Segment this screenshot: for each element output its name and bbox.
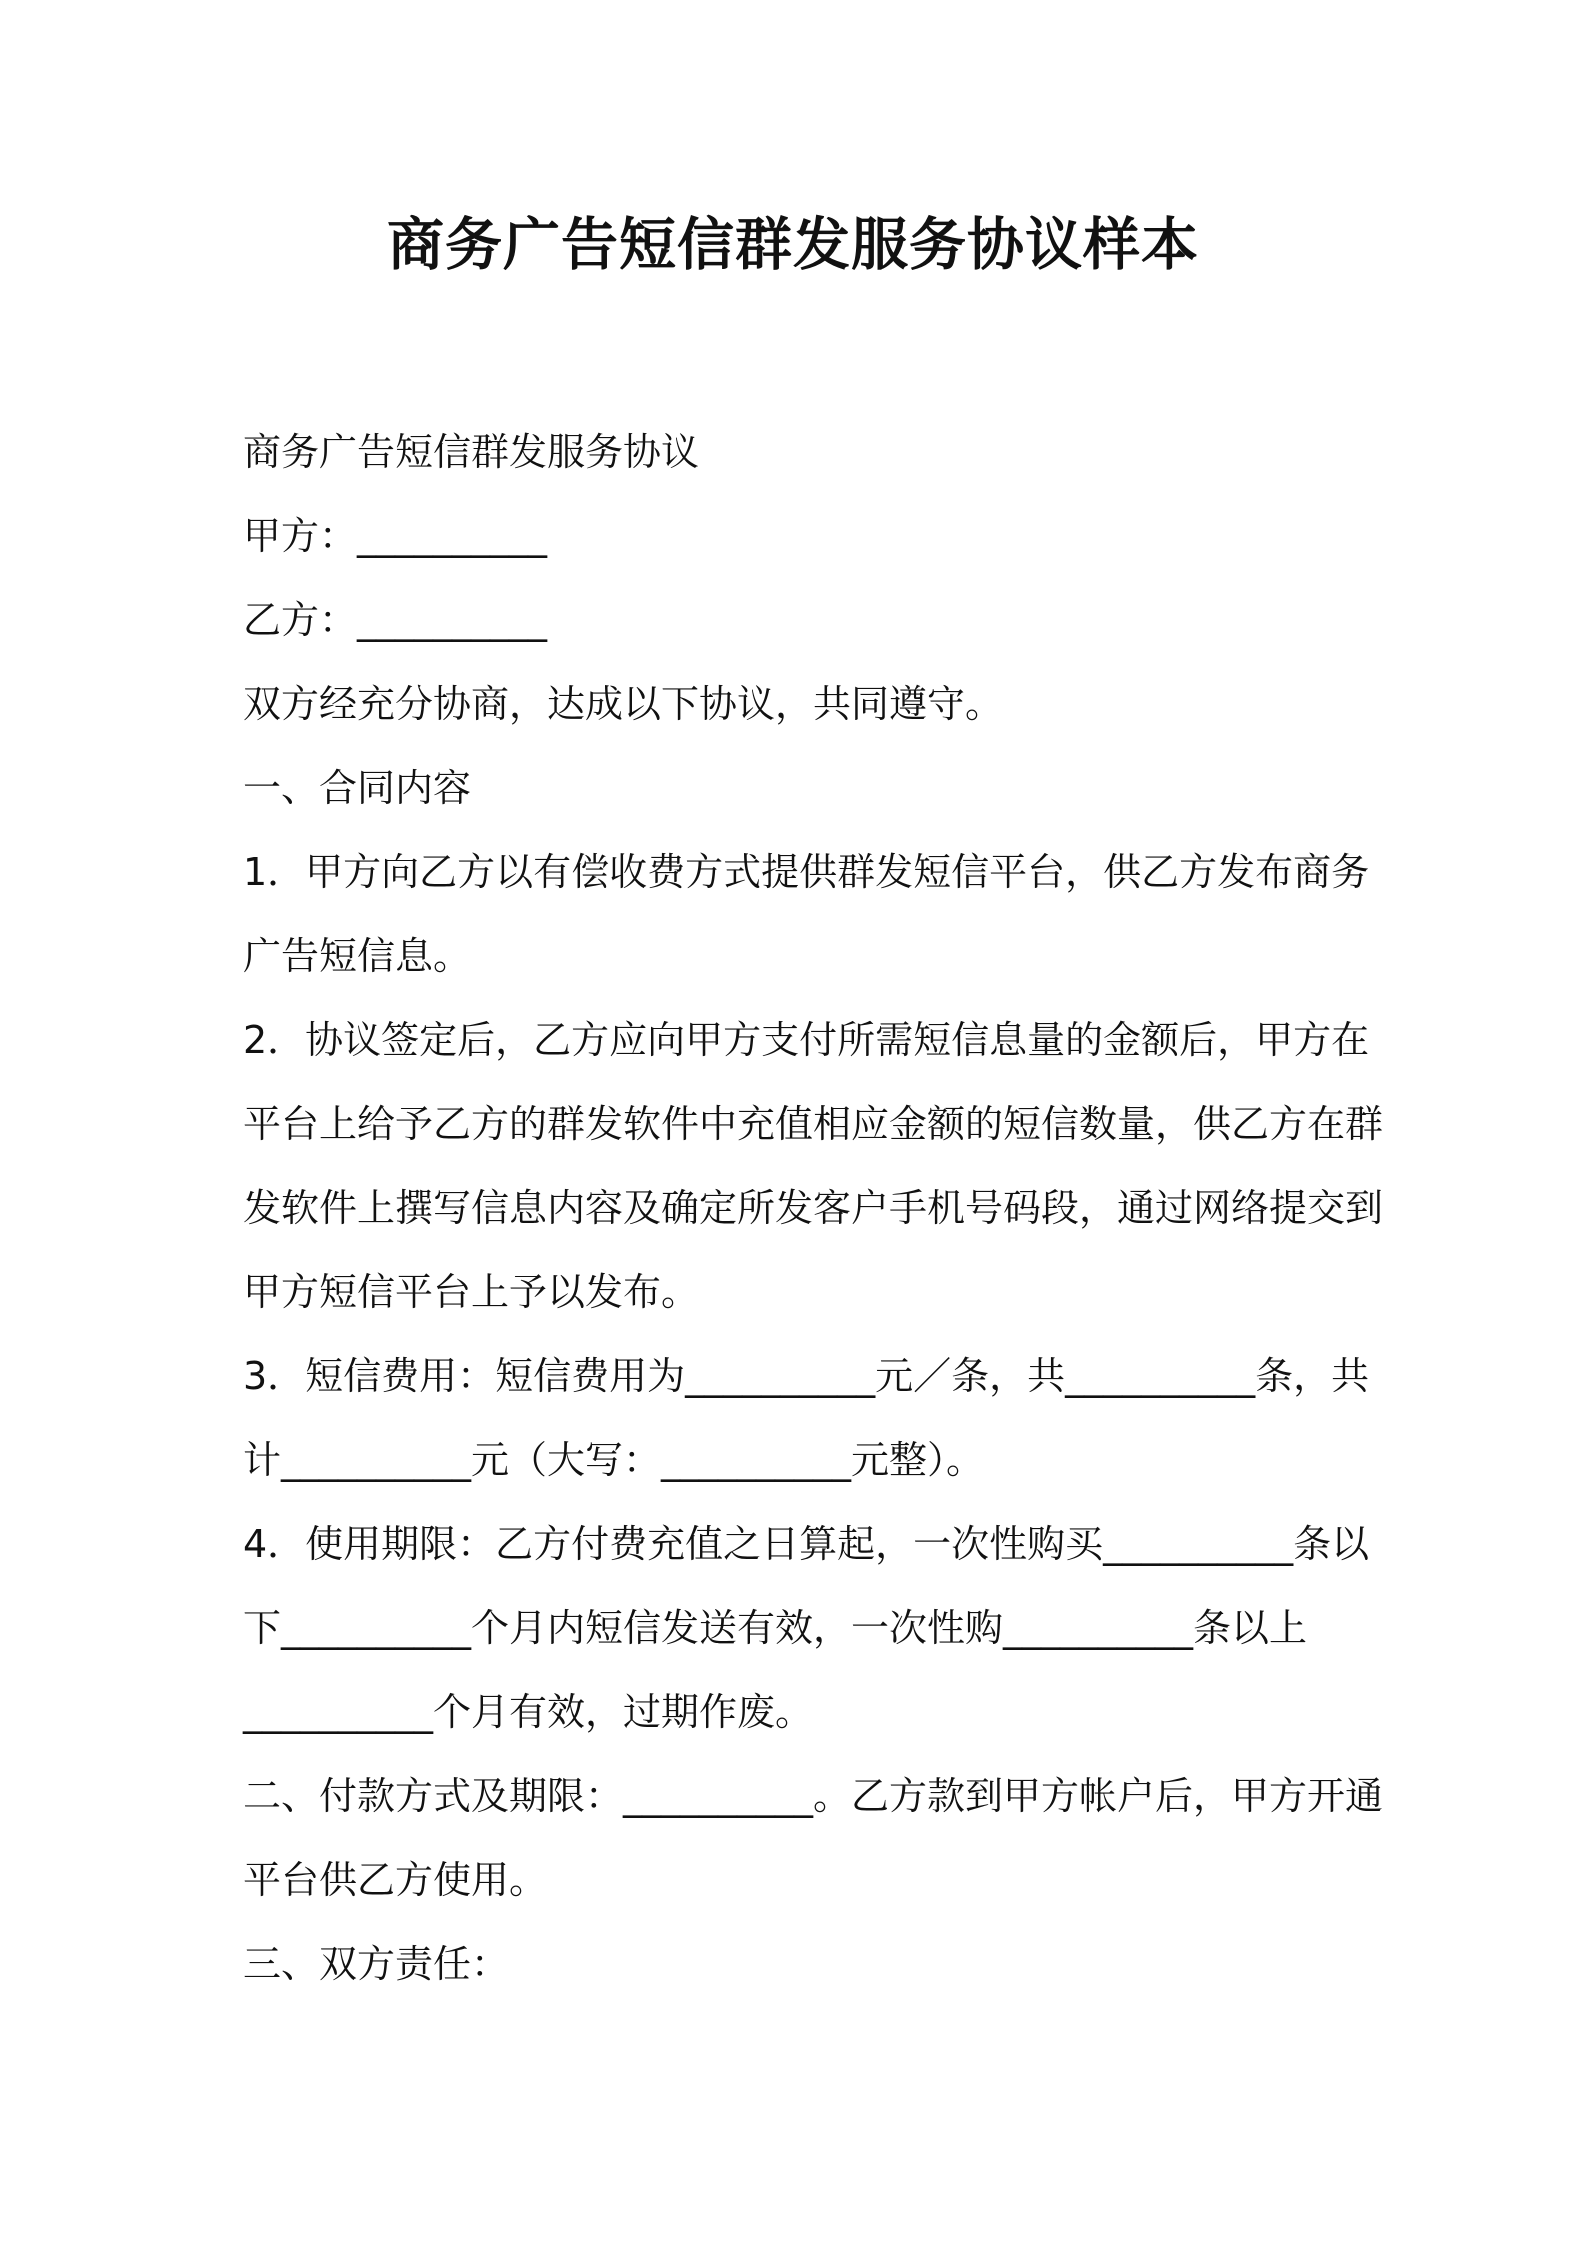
- party-b-line: 乙方：__________: [243, 598, 548, 642]
- section-1-heading: 一、合同内容: [243, 766, 472, 810]
- clause-1-line-2: 广告短信息。: [243, 934, 472, 978]
- clause-3-line-2: 计__________元（大写：__________元整）。: [243, 1438, 985, 1482]
- section-2-line-1: 二、付款方式及期限：__________。乙方款到甲方帐户后，甲方开通: [243, 1774, 1384, 1818]
- clause-2-line-1: 2．协议签定后，乙方应向甲方支付所需短信息量的金额后，甲方在: [243, 1018, 1370, 1062]
- clause-3-line-1: 3．短信费用：短信费用为__________元／条，共__________条，共: [243, 1354, 1370, 1398]
- clause-4-line-2: 下__________个月内短信发送有效，一次性购__________条以上: [243, 1606, 1308, 1650]
- agreement-heading: 商务广告短信群发服务协议: [243, 430, 700, 474]
- clause-2-line-2: 平台上给予乙方的群发软件中充值相应金额的短信数量，供乙方在群: [243, 1102, 1384, 1146]
- section-3-heading: 三、双方责任：: [243, 1942, 510, 1986]
- clause-2-line-4: 甲方短信平台上予以发布。: [243, 1270, 700, 1314]
- preamble-line: 双方经充分协商，达成以下协议，共同遵守。: [243, 682, 1004, 726]
- document-title: 商务广告短信群发服务协议样本: [387, 212, 1199, 278]
- clause-4-line-1: 4．使用期限：乙方付费充值之日算起，一次性购买__________条以: [243, 1522, 1370, 1566]
- party-a-line: 甲方：__________: [243, 514, 548, 558]
- clause-2-line-3: 发软件上撰写信息内容及确定所发客户手机号码段，通过网络提交到: [243, 1186, 1384, 1230]
- document-body: [243, 410, 1384, 2006]
- section-2-line-2: 平台供乙方使用。: [243, 1858, 548, 1902]
- clause-1-line-1: 1．甲方向乙方以有偿收费方式提供群发短信平台，供乙方发布商务: [243, 850, 1370, 894]
- clause-4-line-3: __________个月有效，过期作废。: [243, 1690, 814, 1734]
